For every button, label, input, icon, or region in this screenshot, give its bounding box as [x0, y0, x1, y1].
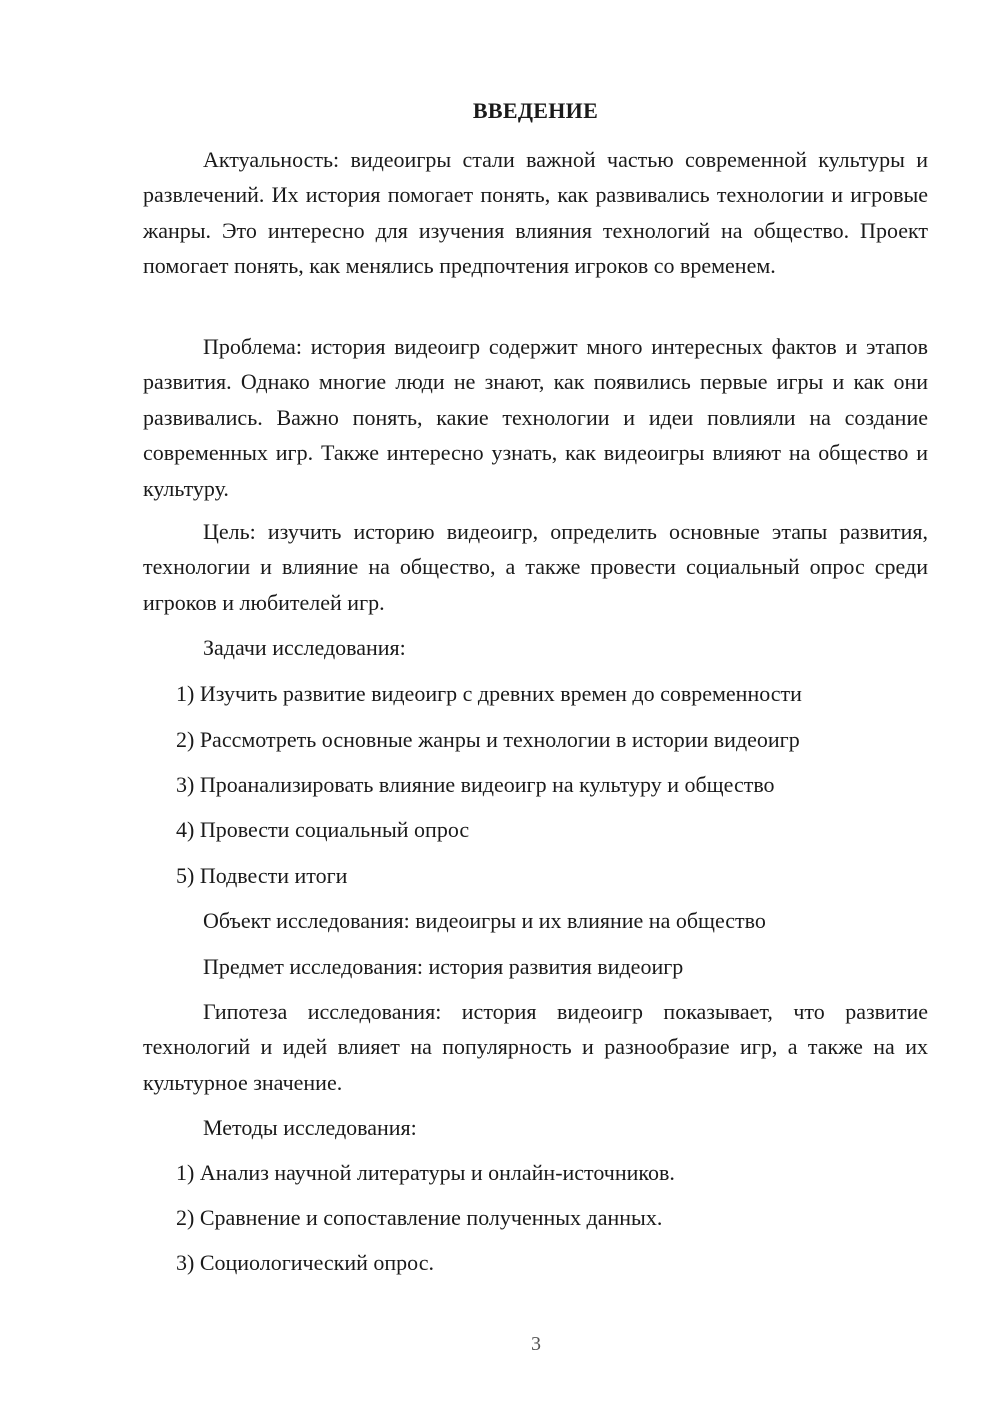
page-title: ВВЕДЕНИЕ	[472, 98, 599, 123]
method-item	[143, 1155, 928, 1190]
object-block	[143, 903, 928, 938]
relevance-section	[143, 142, 928, 284]
task-item	[143, 858, 928, 893]
method-item	[143, 1200, 928, 1235]
methods-title-block	[143, 1110, 928, 1145]
goal-paragraph: Цель: изучить историю видеоигр, определить основные этапы развития, технологии и влияние на общество, а также провести социальный опрос среди игроков и любителей игр.	[143, 519, 928, 615]
relevance-paragraph: Актуальность: видеоигры стали важной частью современной культуры и развлечений. Их история помогает понять, как развивались технологии и игровые жанры. Это интересно для изучения влияния технологий на общество. Проект помогает понять, как менялись предпочтения игроков со временем.	[143, 147, 928, 279]
task-item-2: 2) Рассмотреть основные жанры и технологии в истории видеоигр	[176, 727, 800, 752]
research-object: Объект исследования: видеоигры и их влияние на общество	[203, 908, 766, 933]
method-item-1: 1) Анализ научной литературы и онлайн-источников.	[176, 1160, 675, 1185]
task-item	[143, 767, 928, 802]
subject-block	[143, 949, 928, 984]
method-item-3: 3) Социологический опрос.	[176, 1250, 434, 1275]
task-item	[143, 722, 928, 757]
task-item-5: 5) Подвести итоги	[176, 863, 348, 888]
task-item-4: 4) Провести социальный опрос	[176, 817, 470, 842]
hypothesis-paragraph: Гипотеза исследования: история видеоигр показывает, что развитие технологий и идей влияет на популярность и разнообразие игр, а также на их культурное значение.	[143, 999, 928, 1095]
task-item-1: 1) Изучить развитие видеоигр с древних времен до современности	[176, 681, 802, 706]
problem-section	[143, 329, 928, 506]
task-item-3: 3) Проанализировать влияние видеоигр на культуру и общество	[176, 772, 775, 797]
hypothesis-section	[143, 994, 928, 1100]
page-number: 3	[531, 1333, 541, 1355]
methods-title: Методы исследования:	[203, 1115, 417, 1140]
goal-section	[143, 514, 928, 620]
tasks-title-block	[143, 630, 928, 665]
research-subject: Предмет исследования: история развития видеоигр	[203, 954, 684, 979]
task-item	[143, 676, 928, 711]
problem-paragraph: Проблема: история видеоигр содержит много интересных фактов и этапов развития. Однако многие люди не знают, как появились первые игры и как они развивались. Важно понять, какие технологии и идеи повлияли на создание современных игр. Также интересно узнать, как видеоигры влияют на общество и культуру.	[143, 334, 928, 501]
method-item	[143, 1245, 928, 1280]
tasks-title: Задачи исследования:	[203, 635, 406, 660]
task-item	[143, 812, 928, 847]
method-item-2: 2) Сравнение и сопоставление полученных данных.	[176, 1205, 663, 1230]
